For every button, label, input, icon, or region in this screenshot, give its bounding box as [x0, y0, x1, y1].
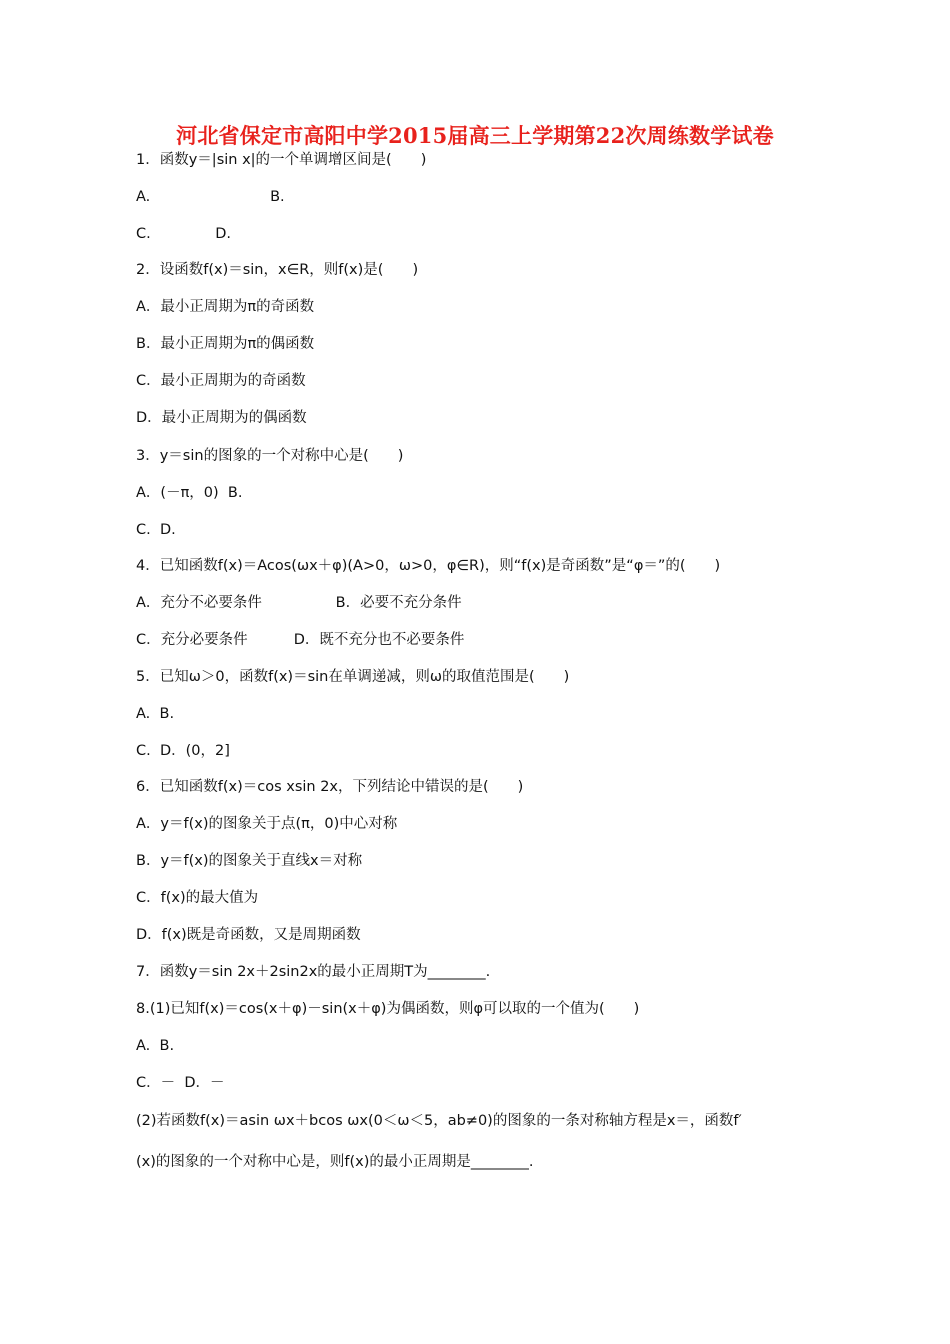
question-6-option-c: C．f(x)的最大值为 — [136, 890, 259, 906]
question-1: 1．函数y＝|sin x|的一个单调增区间是( ) — [136, 152, 427, 168]
document-title: 河北省保定市高阳中学2015届高三上学期第22次周练数学试卷 — [176, 123, 774, 148]
question-8-part-1: 8.(1)已知f(x)＝cos(x＋φ)－sin(x＋φ)为偶函数，则φ可以取的一个值为( ) — [136, 1001, 640, 1017]
question-3-options-cd: C. D. — [136, 522, 176, 538]
question-4-options-cd: C．充分必要条件 D．既不充分也不必要条件 — [136, 632, 465, 648]
question-2: 2．设函数f(x)＝sin，x∈R，则f(x)是( ) — [136, 262, 419, 278]
question-2-option-d: D．最小正周期为的偶函数 — [136, 410, 307, 426]
question-8-options-ab: A. B. — [136, 1038, 175, 1054]
question-8-part-2-line-1: (2)若函数f(x)＝asin ωx＋bcos ωx(0＜ω＜5，ab≠0)的图象的一条对称轴方程是x＝，函数f′ — [136, 1113, 742, 1129]
question-3: 3．y＝sin的图象的一个对称中心是( ) — [136, 448, 404, 464]
question-2-option-a: A．最小正周期为π的奇函数 — [136, 299, 315, 315]
question-4: 4．已知函数f(x)＝Acos(ωx＋φ)(A>0，ω>0，φ∈R)，则“f(x)是奇函数”是“φ＝”的( ) — [136, 558, 721, 574]
question-5: 5．已知ω＞0，函数f(x)＝sin在单调递减，则ω的取值范围是( ) — [136, 669, 570, 685]
question-1-options-ab: A. B. — [136, 189, 285, 205]
question-4-options-ab: A．充分不必要条件 B．必要不充分条件 — [136, 595, 462, 611]
question-1-options-cd: C. D. — [136, 226, 232, 242]
question-2-option-c: C．最小正周期为的奇函数 — [136, 373, 306, 389]
question-8-options-cd: C．－ D．－ — [136, 1075, 225, 1091]
question-6: 6．已知函数f(x)＝cos xsin 2x，下列结论中错误的是( ) — [136, 779, 524, 795]
question-6-option-b: B．y＝f(x)的图象关于直线x＝对称 — [136, 853, 363, 869]
question-5-options-cd: C. D．(0，2] — [136, 743, 230, 759]
question-6-option-a: A．y＝f(x)的图象关于点(π，0)中心对称 — [136, 816, 398, 832]
question-5-options-ab: A. B. — [136, 706, 175, 722]
question-2-option-b: B．最小正周期为π的偶函数 — [136, 336, 315, 352]
question-7: 7．函数y＝sin 2x＋2sin2x的最小正周期T为________. — [136, 964, 491, 980]
question-3-options-ab: A．(－π，0) B. — [136, 485, 243, 501]
question-6-option-d: D．f(x)既是奇函数，又是周期函数 — [136, 927, 361, 943]
question-8-part-2-line-2: (x)的图象的一个对称中心是，则f(x)的最小正周期是________. — [136, 1154, 534, 1170]
